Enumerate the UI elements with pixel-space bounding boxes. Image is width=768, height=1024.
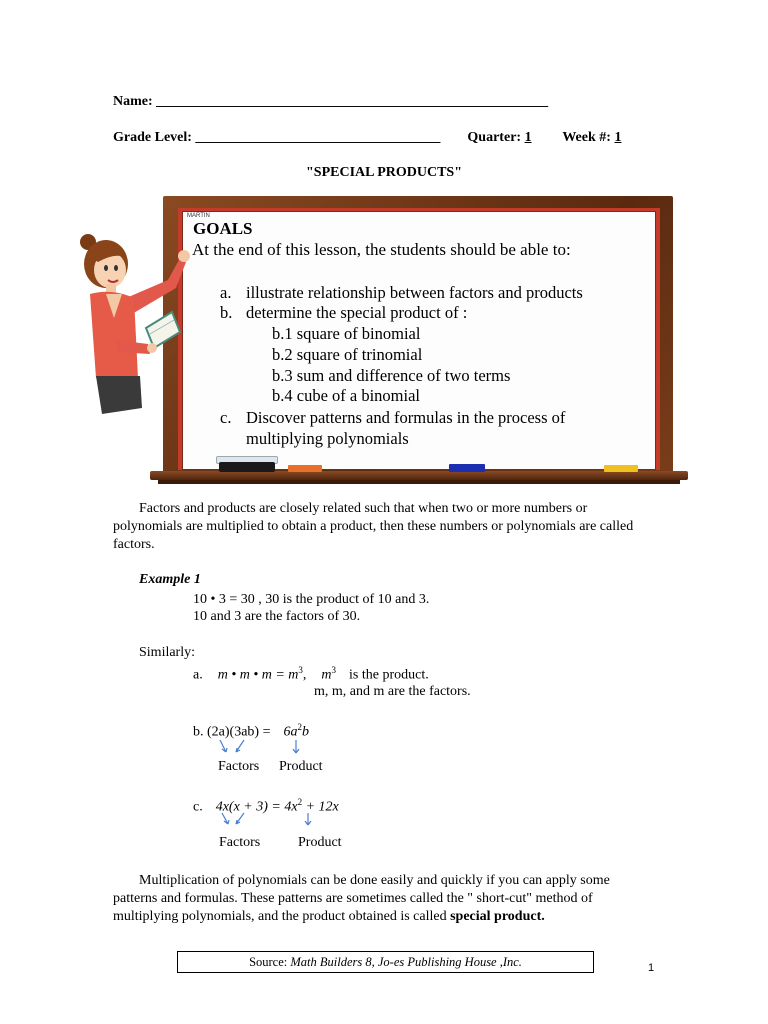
week-value: 1 [614,130,622,145]
goal-label: a. [220,283,232,302]
item-label: a. [193,667,203,683]
a-expression: m • m • m = m [217,667,299,683]
name-field-line [113,94,593,110]
name-blank: ________________________________________________________ [156,94,549,109]
quarter-value: 1 [524,130,532,145]
goal-subitem: b.3 sum and difference of two terms [272,366,511,385]
special-product-term: special product. [450,909,545,924]
grade-label: Grade Level: [113,130,192,145]
item-label: b. [193,724,204,740]
goal-item [220,283,583,303]
example-explanation: , 30 is the product of 10 and 3. [258,592,430,607]
c-product-label: Product [298,835,342,850]
chalkboard-ledge [150,471,688,480]
teacher-illustration [68,228,198,418]
item-label: c. [193,799,203,815]
a-product-exponent: 3 [331,665,337,675]
week-label: Week #: [562,130,611,145]
similarly-label: Similarly: [139,645,195,660]
goals-heading: GOALS [193,219,253,238]
b-expression: (2a)(3ab) = [207,724,271,740]
goal-text-continued: multiplying polynomials [246,429,409,448]
goal-item [220,408,565,428]
eraser-base [219,462,275,472]
a-exponent: 3 [298,665,303,675]
example-heading: Example 1 [139,572,201,587]
example-expression: 10 • 3 = 30 [193,592,255,607]
goals-intro: At the end of this lesson, the students should be able to: [192,240,571,259]
a-factors-line: m, m, and m are the factors. [314,684,471,699]
factors-arrows-icon [218,811,254,829]
product-arrow-icon [300,811,316,829]
goal-subitem: b.2 square of trinomial [272,345,423,364]
goal-text: Discover patterns and formulas in the process of [246,408,566,427]
goal-subitem: b.1 square of binomial [272,324,421,343]
yellow-chalk-icon [604,465,638,472]
intro-paragraph: Factors and products are closely related such that when two or more numbers or polynomials are multiplied to obtain a product, then these numbers or polynomials are called factors. [113,501,634,552]
board-brand: MARTIN [187,213,210,219]
goal-text: determine the special product of : [246,303,468,322]
quarter-label: Quarter: [467,130,522,145]
blue-chalk-icon [449,464,485,472]
b-result-exponent: 2 [297,722,302,732]
c-exponent: 2 [297,797,303,807]
b-factors-label: Factors [218,759,260,774]
goal-subitem: b.4 cube of a binomial [272,386,421,405]
c-factors-label: Factors [219,835,261,850]
closing-text: Multiplication of polynomials can be done easily and quickly if you can apply some patterns and formulas. These patterns are sometimes called the " short-cut" method of multiplying polynomials, and the product obtained is called [113,873,610,924]
orange-chalk-icon [288,465,322,472]
example-line-2: 10 and 3 are the factors of 30. [193,609,361,624]
factors-arrows-icon [214,738,254,758]
page-number: 1 [648,962,655,974]
similarly-a [193,665,429,684]
page-title: "SPECIAL PRODUCTS" [306,165,462,180]
product-arrow-icon [288,738,304,758]
c-tail: + 12x [302,799,339,815]
c-expression: 4x(x + 3) = 4x [215,799,298,815]
a-product-term: m [321,667,332,683]
source-citation: Math Builders 8, Jo-es Publishing House ,Inc. [290,955,522,969]
similarly-c [193,797,339,816]
chalkboard-ledge-shadow [158,480,680,484]
a-product-text: is the product. [349,667,429,683]
b-product-label: Product [279,759,323,774]
source-label: Source: [249,955,288,969]
grade-level-line [113,130,673,146]
closing-paragraph [113,872,653,926]
b-result-tail: b [301,724,309,740]
b-result: 6a [283,724,298,740]
goal-label: b. [220,303,233,322]
a-separator: , [302,667,307,683]
source-citation-box [177,951,594,973]
name-label: Name: [113,94,153,109]
example-line-1 [193,592,429,608]
goal-text: illustrate relationship between factors and products [246,283,583,302]
goal-item [220,303,467,323]
grade-blank: ___________________________________ [195,130,441,145]
goal-label: c. [220,408,232,427]
